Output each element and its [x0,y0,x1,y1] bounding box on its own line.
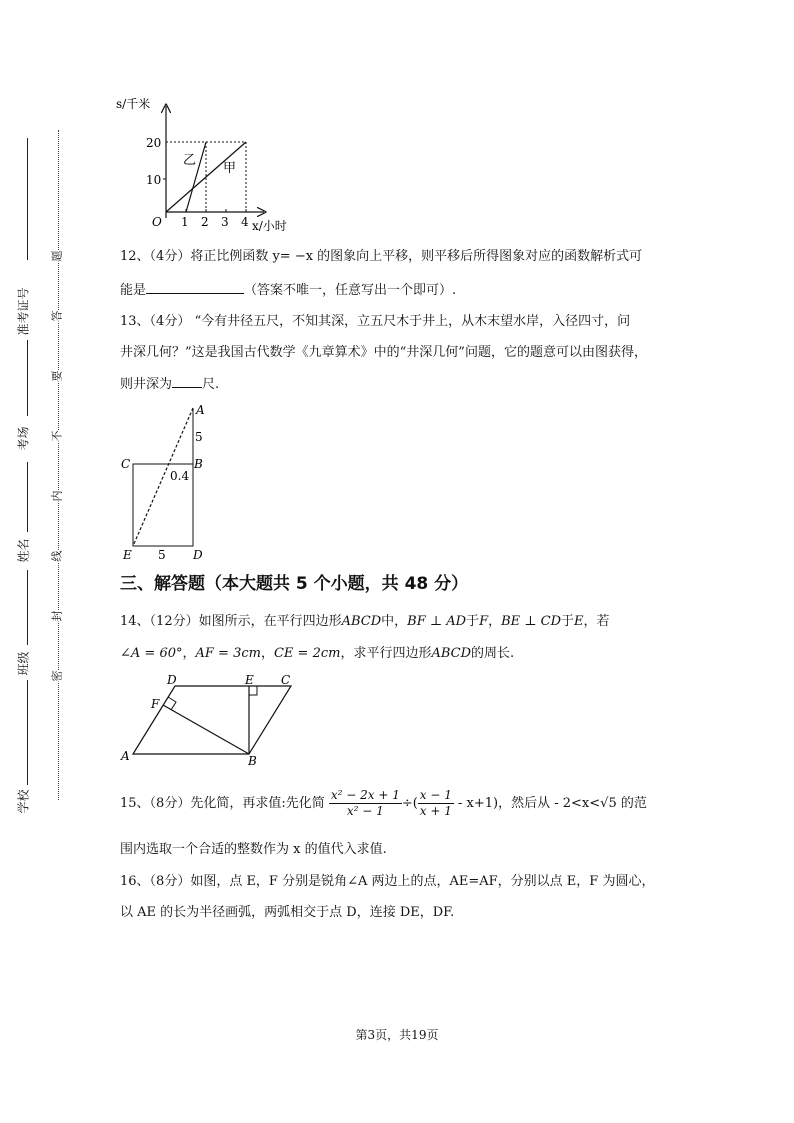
q12-line2-post: （答案不唯一，任意写出一个即可）. [244,283,457,298]
q14-be-perp-cd: BE ⊥ CD [501,614,562,629]
q15-post: - x+1)，然后从 - 2<x<√5 的范 [453,796,647,811]
segment-bf [163,705,249,754]
q14-abcd: ABCD [431,646,472,661]
x-axis-label: x/小时 [252,219,287,233]
label-D: D [167,673,177,687]
seal-dotted-line [58,130,59,800]
label-E: E [123,548,132,562]
margin-line [27,462,28,532]
seal-char: 不 [50,430,64,442]
q12-line2 [120,280,456,300]
measure-ab: 5 [195,430,203,444]
q12-line1: 12、（4分）将正比例函数 y= −x 的图象向上平移，则平移后所得图象对应的函数解析式可 [120,249,643,264]
label-B: B [194,457,203,471]
y-tick-label: 20 [146,136,162,150]
measure-cb: 0.4 [170,469,190,483]
q14-abcd: ABCD [341,614,382,629]
label-A: A [196,403,205,417]
q15-fraction-1 [329,788,402,819]
label-F: F [151,697,160,711]
q16-line2: 以 AE 的长为半径画弧，两弧相交于点 D，连接 DE，DF. [120,905,455,920]
x-tick-label: 2 [201,215,209,229]
seal-char: 内 [50,490,64,502]
q14-text: 14、（12分）如图所示，在平行四边形 [120,614,342,629]
q14-bf-perp-ad: BF ⊥ AD [407,614,467,629]
q15-frac1-denominator: x² − 1 [346,804,384,818]
origin-label: O [152,215,162,229]
label-E: E [245,673,254,687]
q14-text: 中， [381,614,408,629]
q14-angle-a: ∠A = 60° [120,646,183,661]
q12-answer-blank[interactable] [146,280,244,294]
seal-char: 题 [50,250,64,262]
distance-time-graph [110,92,310,237]
seal-char: 封 [50,610,64,622]
q13-answer-blank[interactable] [172,374,202,388]
y-axis-label: s/千米 [116,97,151,111]
q14-text: ， [488,614,502,629]
series-yi-label: 乙 [183,153,197,168]
label-C: C [121,457,131,471]
q13-line3-pre: 则井深为 [120,377,173,392]
margin-line [27,340,28,416]
label-C: C [281,673,291,687]
q15-frac1-numerator: x² − 2x + 1 [330,788,400,802]
q15-line1 [120,784,647,824]
class-label: 班级 [16,651,31,676]
well-diagram [115,400,225,565]
label-B: B [248,754,257,767]
seal-char: 要 [50,370,64,382]
q15-frac2-denominator: x + 1 [419,804,452,818]
y-tick-label: 10 [146,173,162,187]
q14-line1 [120,613,610,631]
q15-pre: 15、（8分）先化简，再求值:先化简 [120,796,325,811]
q14-point-f: F [479,614,489,629]
q13-line2: 井深几何？”这是我国古代数学《九章算术》中的“井深几何”问题，它的题意可以由图获得， [120,345,647,360]
q13-line3-post: 尺. [202,377,220,392]
tick-marks [163,179,246,212]
q14-ce: CE = 2cm [273,646,341,661]
q14-text: 于 [466,614,480,629]
series-jia-line [166,142,246,212]
section-3-heading: 三、解答题（本大题共 5 个小题，共 48 分） [120,574,469,594]
q14-af: AF = 3cm [195,646,261,661]
q15-fraction-2 [418,788,454,819]
parallelogram-diagram [115,672,305,767]
q15-frac2-numerator: x − 1 [419,788,452,802]
q13-line3 [120,374,219,394]
x-tick-label: 4 [241,215,249,229]
margin-line [27,138,28,260]
x-tick-label: 3 [221,215,229,229]
q15-line2: 围内选取一个合适的整数作为 x 的值代入求值. [120,842,387,857]
q12-line2-pre: 能是 [120,283,147,298]
measure-ed: 5 [158,548,166,562]
seal-char: 密 [50,670,64,682]
q16-line1: 16、（8分）如图，点 E，F 分别是锐角∠A 两边上的点，AE=AF，分别以点 E，F 为圆心， [120,874,655,889]
q14-text: ， [182,646,196,661]
q14-text: ， [260,646,274,661]
seal-char: 线 [50,550,64,562]
q15-divide: ÷( [401,796,418,811]
q14-text: 于 [561,614,575,629]
q14-text: 的周长. [471,646,515,661]
q14-text: ，求平行四边形 [340,646,432,661]
label-A: A [121,749,130,763]
label-D: D [193,548,203,562]
series-jia-label: 甲 [223,161,237,176]
name-label: 姓名 [16,538,31,563]
seal-char: 答 [50,310,64,322]
q13-line1: 13、（4分） “今有井径五尺，不知其深，立五尺木于井上，从木末望水岸，入径四寸，问 [120,314,631,329]
margin-line [27,680,28,785]
x-tick-label: 1 [181,215,189,229]
page-number: 第3页，共19页 [355,1028,439,1042]
school-label: 学校 [16,789,31,814]
q14-text: ，若 [583,614,610,629]
right-angle-mark-e [249,686,257,695]
exam-number-label: 准考证号 [16,287,31,336]
q14-point-e: E [574,614,584,629]
q14-line2 [120,645,514,663]
exam-room-label: 考场 [16,426,31,451]
margin-line [27,570,28,645]
